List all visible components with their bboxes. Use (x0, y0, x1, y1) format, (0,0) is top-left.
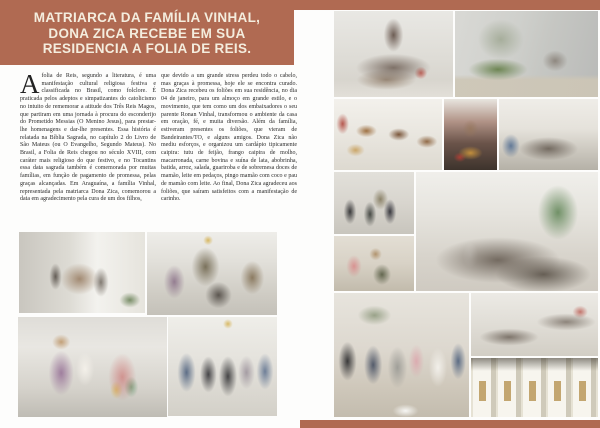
photo-pink-guest-foliao (334, 236, 414, 291)
photo-tent-crowd (499, 99, 598, 170)
photo-banner-procession (19, 232, 145, 313)
photo-food-baskets (334, 99, 442, 170)
photo-christmas-tree-group (147, 232, 277, 315)
article-column-1-text: folia de Reis, segundo a literatura, é uma manifestação cultural religiosa festiva e classificada no Brasil, como folclore. É praticada pelos adeptos e simpatizantes do catolicismo no intuito de rememorar a atitude dos Três Reis Magos, que partiram em uma jornada à procura do esconderijo do Prometido Messias (O Menino Jesus), para prestar-lhe homenagens e dar-lhe presentes. Essa história é relatada na Bíblia Sagrada, no capítulo 2 do Livro de São Mateus (ou O Evangelho, Segundo Mateus). No Brasil, a Folia de Reis chegou no século XVIII, com caráter mais religioso do que festivo, e no Tocantins essa data sagrada também é comemorada por muitas famílias, em função de pagamento de promessa, pelas graças alcançadas. Em Araguaína, a família Vinhal, representada pela matriarca Dona Zica, comemorou a data em agradecimento pela cura de um dos filhos, (20, 73, 156, 203)
article-body (20, 69, 297, 204)
photo-women-with-foliao (334, 172, 414, 234)
page-title: RESIDENCIA A FOLIA DE REIS. (42, 41, 252, 57)
drop-cap: A (20, 69, 40, 99)
photo-garden-palm (455, 11, 598, 97)
photo-crowd-green-arch (416, 172, 598, 291)
photo-seated-guests (471, 293, 598, 356)
photo-food-table (444, 99, 497, 170)
top-accent-bar (294, 0, 600, 10)
article-column-2: que devido a um grande stress perdeu todo o cabelo, mas graças à promessa, hoje ele se encontra curado. Dona Zica recebeu os foliões em sua residência, no dia 04 de janeiro, para um almoço em grande estilo, e o movimento, que tem como um dos embaixadores o seu parente Ronan Vinhal, transformou o ambiente da casa em oração, fé, e muita diversão. Além da família, estiveram presentes os foliões, que vieram de Bandeirantes/TO, e alguns amigos. Dona Zica não mediu esforços, e organizou um cardápio tipicamente caipira: tutu de feijão, frango caipira de molho, macarronada, carne bovina e suína de lata, abobrinha, batida, arroz, salada, guariroba e de sobremesa doces de mamão, leite em pedaços, pingo mamão com coco e pau de mamão com leite. Ao final, Dona Zica agradeceu aos foliões, que saíram satisfeitos com a manifestação de carinho. (161, 73, 297, 203)
article-column-1 (20, 69, 156, 204)
photo-white-bottles (471, 358, 598, 417)
article-title-block (0, 0, 294, 65)
photo-large-group-indoor (334, 11, 453, 97)
photo-big-family-group (334, 293, 469, 417)
bottom-accent-bar (300, 420, 600, 428)
photo-masked-folioes (18, 317, 167, 417)
page-title: MATRIARCA DA FAMÍLIA VINHAL, (33, 10, 261, 26)
page-title: DONA ZICA RECEBE EM SUA (48, 25, 246, 41)
photo-family-posing (168, 317, 277, 416)
